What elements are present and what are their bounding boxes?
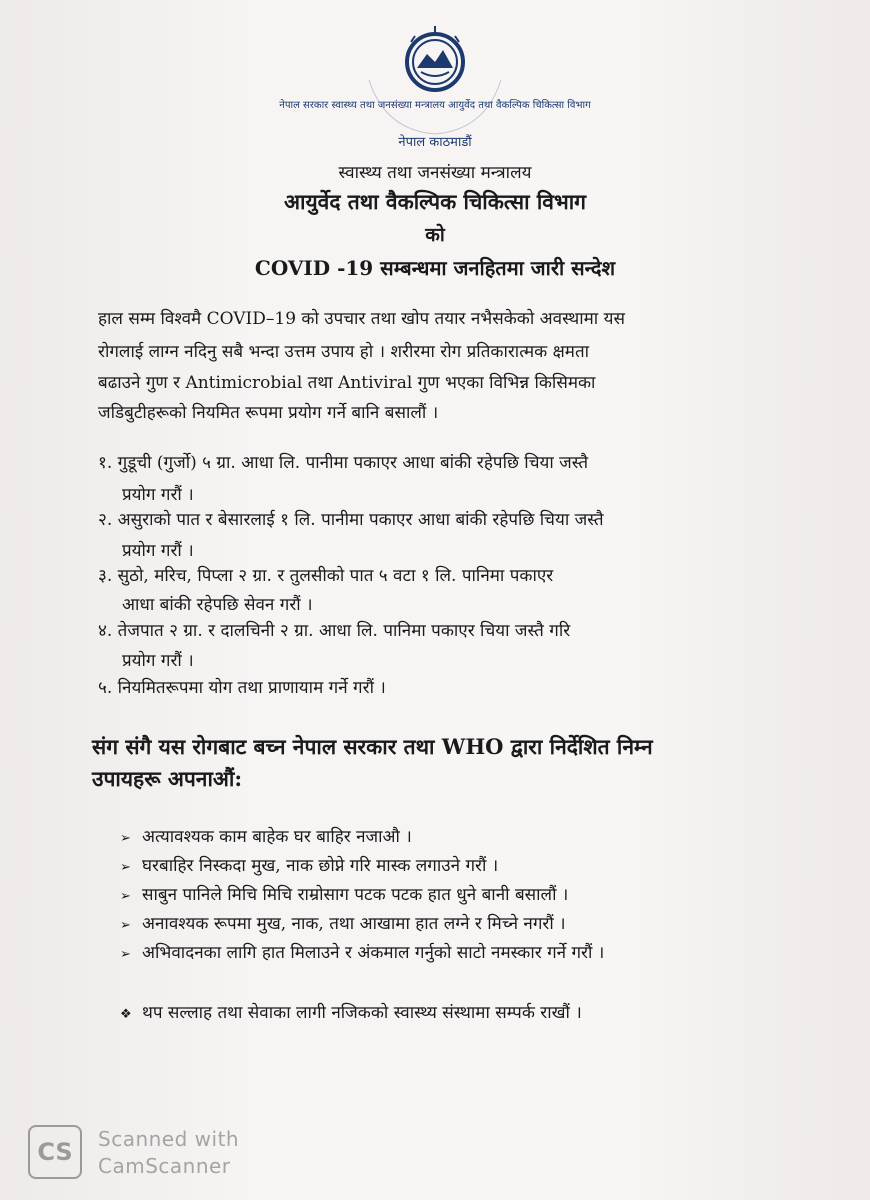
advice-note-text: थप सल्लाह तथा सेवाका लागी नजिकको स्वास्थ्य संस्थामा सम्पर्क राखौं । bbox=[142, 1003, 582, 1023]
watermark-line: CamScanner bbox=[98, 1154, 231, 1178]
remedy-item: २. असुराको पात र बेसारलाई १ लि. पानीमा पकाएर आधा बांकी रहेपछि चिया जस्तै bbox=[98, 510, 604, 530]
intro-line: हाल सम्म विश्वमै COVID–19 को उपचार तथा खोप तयार नभैसकेको अवस्थामा यस bbox=[98, 309, 625, 329]
arrow-bullet-icon: ➢ bbox=[120, 860, 131, 875]
precaution-item bbox=[120, 911, 566, 934]
precaution-item bbox=[120, 853, 498, 876]
precaution-text: घरबाहिर निस्कदा मुख, नाक छोप्ने गरि मास्क लगाउने गरौं । bbox=[142, 856, 499, 876]
document-title: COVID -19 सम्बन्धमा जनहितमा जारी सन्देश bbox=[254, 256, 616, 280]
arrow-bullet-icon: ➢ bbox=[120, 947, 131, 962]
precaution-text: अत्यावश्यक काम बाहेक घर बाहिर नजाऔ । bbox=[142, 827, 412, 847]
precaution-item bbox=[120, 824, 412, 847]
department-name: आयुर्वेद तथा वैकल्पिक चिकित्सा विभाग bbox=[284, 189, 586, 214]
intro-line: रोगलाई लाग्न नदिनु सबै भन्दा उत्तम उपाय हो । शरीरमा रोग प्रतिकारात्मक क्षमता bbox=[98, 342, 590, 362]
nepal-government-emblem-icon bbox=[279, 22, 591, 152]
remedy-item: ३. सुठो, मरिच, पिप्ला २ ग्रा. र तुलसीको पात ५ वटा १ लि. पानिमा पकाएर bbox=[98, 566, 554, 586]
remedy-item-continuation: प्रयोग गरौं । bbox=[122, 541, 194, 561]
diamond-bullet-icon: ❖ bbox=[120, 1007, 132, 1022]
section2-heading: संग संगै यस रोगबाट बच्न नेपाल सरकार तथा WHO द्वारा निर्देशित निम्न bbox=[92, 734, 653, 759]
remedy-item: ४. तेजपात २ ग्रा. र दालचिनी २ ग्रा. आधा लि. पानिमा पकाएर चिया जस्तै गरि bbox=[98, 621, 571, 641]
advice-note bbox=[120, 1000, 582, 1023]
precaution-item bbox=[120, 940, 604, 963]
precaution-text: अनावश्यक रूपमा मुख, नाक, तथा आखामा हात लग्ने र मिच्ने नगरौं । bbox=[142, 914, 566, 934]
intro-line: बढाउने गुण र Antimicrobial तथा Antiviral गुण भएका विभिन्न किसिमका bbox=[98, 373, 596, 393]
section2-heading-continuation: उपायहरू अपनाऔं: bbox=[92, 766, 243, 791]
header-connector: को bbox=[425, 224, 445, 246]
arrow-bullet-icon: ➢ bbox=[120, 831, 131, 846]
ministry-name: स्वास्थ्य तथा जनसंख्या मन्त्रालय bbox=[338, 163, 532, 183]
svg-text:नेपाल सरकार स्वास्थ्य तथा जनसं: नेपाल सरकार स्वास्थ्य तथा जनसंख्या मन्त्रालय आयुर्वेद तथा वैकल्पिक चिकित्सा विभाग bbox=[279, 100, 591, 111]
svg-text:नेपाल काठमाडौं: नेपाल काठमाडौं bbox=[398, 135, 472, 150]
arrow-bullet-icon: ➢ bbox=[120, 918, 131, 933]
remedy-item-continuation: प्रयोग गरौं । bbox=[122, 651, 194, 671]
arrow-bullet-icon: ➢ bbox=[120, 889, 131, 904]
precaution-text: अभिवादनका लागि हात मिलाउने र अंकमाल गर्नुको साटो नमस्कार गर्ने गरौं । bbox=[142, 943, 605, 963]
remedy-item: १. गुडूची (गुर्जो) ५ ग्रा. आधा लि. पानीमा पकाएर आधा बांकी रहेपछि चिया जस्तै bbox=[98, 453, 589, 473]
precaution-text: साबुन पानिले मिचि मिचि राम्रोसाग पटक पटक हात धुने बानी बसालौं । bbox=[142, 885, 569, 905]
camscanner-logo-icon: CS bbox=[28, 1125, 82, 1179]
watermark-line: Scanned with bbox=[98, 1127, 240, 1151]
intro-line: जडिबुटीहरूको नियमित रूपमा प्रयोग गर्ने बानि बसालौं । bbox=[98, 403, 439, 423]
precaution-item bbox=[120, 882, 568, 905]
remedy-item-continuation: प्रयोग गरौं । bbox=[122, 485, 194, 505]
remedy-item-continuation: आधा बांकी रहेपछि सेवन गरौं । bbox=[122, 595, 313, 615]
remedy-item: ५. नियमितरूपमा योग तथा प्राणायाम गर्ने गरौं । bbox=[98, 678, 386, 698]
